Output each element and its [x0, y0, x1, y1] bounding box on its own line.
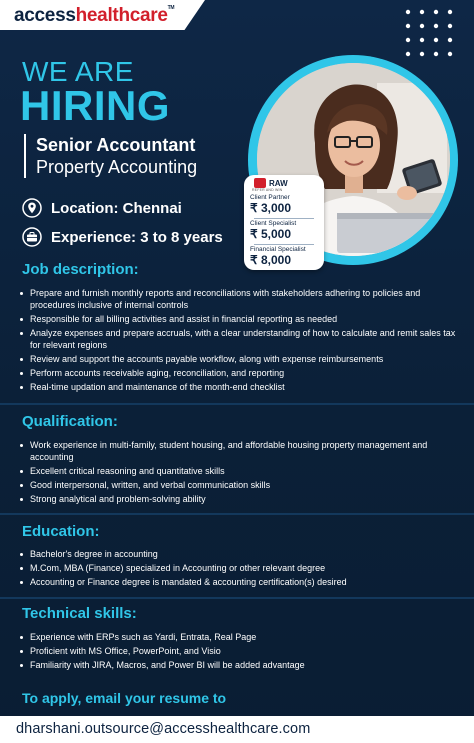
- pay-tier-amount: ₹ 8,000: [250, 253, 291, 267]
- list-item: Bachelor's degree in accounting: [18, 548, 458, 560]
- headline-hiring: HIRING: [20, 82, 170, 129]
- education-heading: Education:: [22, 523, 100, 540]
- list-item: Excellent critical reasoning and quantitative skills: [18, 465, 458, 477]
- role-title-block: [24, 134, 197, 178]
- pay-tier: [250, 220, 318, 241]
- map-pin-icon: [22, 198, 42, 218]
- technical-skills-list: [18, 631, 458, 673]
- section-divider: [0, 597, 474, 599]
- raw-badge-icon: [254, 178, 266, 188]
- list-item: Proficient with MS Office, PowerPoint, and Visio: [18, 645, 458, 657]
- referral-pay-card: [244, 175, 324, 270]
- list-item: Review and support the accounts payable workflow, along with expense reimbursements: [18, 353, 458, 365]
- list-item: Familiarity with JIRA, Macros, and Power BI will be added advantage: [18, 659, 458, 671]
- trademark-mark: TM: [167, 5, 175, 11]
- location-text: Location: Chennai: [51, 199, 182, 217]
- experience-text: Experience: 3 to 8 years: [51, 228, 223, 246]
- headline-we-are: WE ARE: [22, 56, 134, 87]
- list-item: Prepare and furnish monthly reports and reconciliations with stakeholders adhering to policies and procedures inclusive of internal controls: [18, 287, 458, 311]
- job-description-heading: Job description:: [22, 261, 139, 278]
- brand-part-healthcare: healthcare: [75, 5, 168, 26]
- list-item: Responsible for all billing activities and assist in financial reporting as needed: [18, 313, 458, 325]
- dot-pattern-icon: [402, 6, 462, 66]
- qualification-list: [18, 439, 458, 507]
- pay-tier-amount: ₹ 3,000: [250, 201, 291, 215]
- pay-divider: [254, 244, 314, 245]
- apply-instructions: To apply, email your resume to: [22, 690, 227, 706]
- raw-logo: [254, 178, 288, 188]
- location-row: [22, 198, 182, 218]
- list-item: Perform accounts receivable aging, reconciliation, and reporting: [18, 367, 458, 379]
- apply-email-link[interactable]: dharshani.outsource@accesshealthcare.com: [16, 721, 311, 737]
- list-item: M.Com, MBA (Finance) specialized in Accounting or other relevant degree: [18, 562, 458, 574]
- qualification-heading: Qualification:: [22, 413, 118, 430]
- briefcase-icon: [22, 227, 42, 247]
- list-item: Analyze expenses and prepare accruals, with a clear understanding of how to calculate and remit sales tax for relevant regions: [18, 327, 458, 351]
- section-divider: [0, 403, 474, 405]
- pay-tier-role: Financial Specialist: [250, 246, 306, 253]
- pay-tier-role: Client Partner: [250, 194, 290, 201]
- raw-tagline: REFER AND WIN: [252, 188, 283, 192]
- brand-part-access: access: [14, 5, 76, 26]
- pay-tier-amount: ₹ 5,000: [250, 227, 291, 241]
- technical-skills-heading: Technical skills:: [22, 605, 137, 622]
- list-item: Work experience in multi-family, student housing, and affordable housing property management and accounting: [18, 439, 458, 463]
- pay-tier: [250, 246, 318, 267]
- education-list: [18, 548, 458, 590]
- brand-logo: [14, 5, 174, 27]
- pay-tier-role: Client Specialist: [250, 220, 297, 227]
- list-item: Strong analytical and problem-solving ability: [18, 493, 458, 505]
- list-item: Good interpersonal, written, and verbal communication skills: [18, 479, 458, 491]
- pay-divider: [254, 218, 314, 219]
- section-divider: [0, 513, 474, 515]
- list-item: Real-time updation and maintenance of the month-end checklist: [18, 381, 458, 393]
- role-subtitle: Property Accounting: [36, 157, 198, 177]
- role-title: Senior Accountant: [36, 135, 196, 155]
- list-item: Experience with ERPs such as Yardi, Entrata, Real Page: [18, 631, 458, 643]
- experience-row: [22, 227, 223, 247]
- raw-logo-text: RAW: [269, 178, 288, 188]
- list-item: Accounting or Finance degree is mandated & accounting certification(s) desired: [18, 576, 458, 588]
- pay-tier: [250, 194, 318, 215]
- job-description-list: [18, 287, 458, 395]
